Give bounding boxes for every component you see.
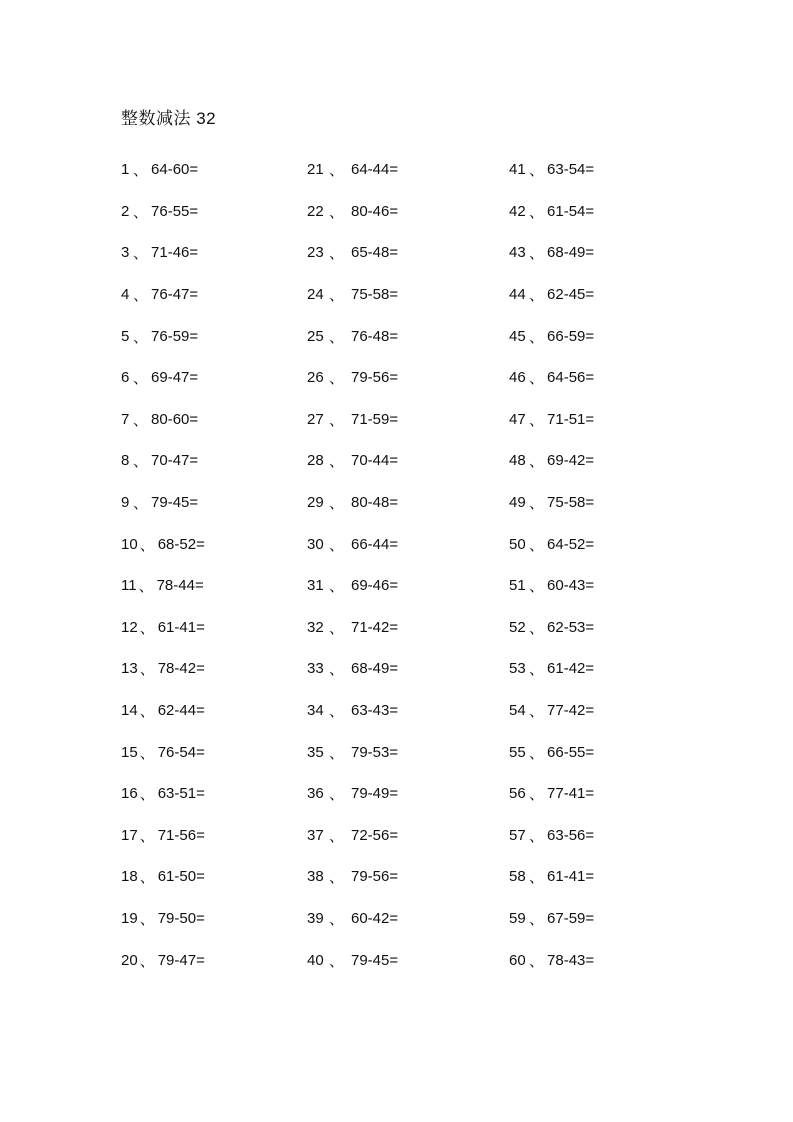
problem-expression: 64-44= <box>351 161 399 179</box>
problem-row <box>509 565 689 607</box>
problem-separator: 、 <box>139 910 155 928</box>
problem-number: 13 <box>121 660 138 678</box>
problem-row <box>121 232 301 274</box>
problem-row <box>307 440 487 482</box>
problem-expression: 69-46= <box>351 577 399 595</box>
problem-row <box>509 149 689 191</box>
problem-number: 10 <box>121 535 138 553</box>
problem-number: 41 <box>509 161 526 179</box>
problem-expression: 64-60= <box>151 161 199 179</box>
problem-expression: 61-54= <box>547 202 595 220</box>
problem-column-1 <box>121 149 301 981</box>
problem-separator: 、 <box>329 703 345 721</box>
problem-expression: 63-51= <box>157 785 205 803</box>
problem-separator: 、 <box>133 162 149 180</box>
problem-number: 16 <box>121 785 138 803</box>
problem-expression: 69-47= <box>151 369 199 387</box>
problem-expression: 67-59= <box>547 909 595 927</box>
problem-number: 31 <box>307 577 324 595</box>
problem-row <box>121 482 301 524</box>
problem-expression: 66-44= <box>351 535 399 553</box>
problem-expression: 61-42= <box>547 660 595 678</box>
problem-number: 44 <box>509 286 526 304</box>
problem-row <box>307 399 487 441</box>
problem-expression: 62-53= <box>547 618 595 636</box>
problem-expression: 63-54= <box>547 161 595 179</box>
problem-separator: 、 <box>133 245 149 263</box>
problem-separator: 、 <box>138 578 154 596</box>
problem-separator: 、 <box>529 370 545 388</box>
problem-number: 28 <box>307 452 324 470</box>
problem-row <box>307 357 487 399</box>
problem-expression: 76-59= <box>151 327 199 345</box>
problem-row <box>509 191 689 233</box>
problem-row <box>121 523 301 565</box>
problem-expression: 75-58= <box>351 286 399 304</box>
problem-expression: 63-43= <box>351 702 399 720</box>
problem-expression: 68-52= <box>157 535 205 553</box>
problem-separator: 、 <box>139 869 155 887</box>
problem-row <box>509 523 689 565</box>
problem-number: 7 <box>121 410 130 428</box>
problem-number: 20 <box>121 951 138 969</box>
problem-row <box>121 773 301 815</box>
problem-expression: 70-47= <box>151 452 199 470</box>
problem-row <box>509 440 689 482</box>
problem-number: 51 <box>509 577 526 595</box>
problem-expression: 78-44= <box>156 577 204 595</box>
problem-separator: 、 <box>529 245 545 263</box>
problem-number: 18 <box>121 868 138 886</box>
problem-row <box>121 315 301 357</box>
problem-number: 8 <box>121 452 130 470</box>
problem-row <box>307 232 487 274</box>
problem-row <box>121 607 301 649</box>
problem-separator: 、 <box>529 453 545 471</box>
problem-number: 57 <box>509 826 526 844</box>
problem-number: 26 <box>307 369 324 387</box>
problem-row <box>509 482 689 524</box>
problem-expression: 76-54= <box>157 743 205 761</box>
problem-number: 55 <box>509 743 526 761</box>
problem-separator: 、 <box>329 328 345 346</box>
problem-separator: 、 <box>529 619 545 637</box>
problem-separator: 、 <box>529 203 545 221</box>
problem-row <box>307 482 487 524</box>
problem-separator: 、 <box>529 162 545 180</box>
problem-expression: 78-43= <box>547 951 595 969</box>
problem-row <box>307 898 487 940</box>
problem-row <box>509 607 689 649</box>
problem-number: 5 <box>121 327 130 345</box>
problem-separator: 、 <box>529 536 545 554</box>
problem-separator: 、 <box>133 411 149 429</box>
problem-expression: 80-60= <box>151 410 199 428</box>
problem-number: 30 <box>307 535 324 553</box>
problem-separator: 、 <box>329 287 345 305</box>
problem-separator: 、 <box>529 411 545 429</box>
problem-row <box>307 648 487 690</box>
problem-row <box>509 232 689 274</box>
problem-expression: 79-45= <box>151 494 199 512</box>
problem-number: 47 <box>509 410 526 428</box>
problem-number: 34 <box>307 702 324 720</box>
problem-number: 17 <box>121 826 138 844</box>
problem-separator: 、 <box>529 786 545 804</box>
problem-row <box>307 815 487 857</box>
problem-number: 35 <box>307 743 324 761</box>
problem-number: 3 <box>121 244 130 262</box>
problem-expression: 79-50= <box>157 909 205 927</box>
problem-separator: 、 <box>329 411 345 429</box>
problem-number: 11 <box>121 577 137 595</box>
problem-number: 54 <box>509 702 526 720</box>
problem-expression: 75-58= <box>547 494 595 512</box>
problem-expression: 76-55= <box>151 202 199 220</box>
problem-number: 37 <box>307 826 324 844</box>
problem-expression: 79-47= <box>157 951 205 969</box>
problem-expression: 64-56= <box>547 369 595 387</box>
problem-expression: 80-46= <box>351 202 399 220</box>
problem-separator: 、 <box>529 287 545 305</box>
problem-separator: 、 <box>529 578 545 596</box>
problem-expression: 79-49= <box>351 785 399 803</box>
problem-number: 4 <box>121 286 130 304</box>
problem-separator: 、 <box>329 952 345 970</box>
problem-row <box>307 773 487 815</box>
problem-row <box>121 565 301 607</box>
problem-number: 46 <box>509 369 526 387</box>
problem-number: 60 <box>509 951 526 969</box>
problem-row <box>121 440 301 482</box>
problem-expression: 79-45= <box>351 951 399 969</box>
problem-separator: 、 <box>329 203 345 221</box>
problem-number: 45 <box>509 327 526 345</box>
problem-separator: 、 <box>329 162 345 180</box>
problem-number: 27 <box>307 410 324 428</box>
problem-expression: 68-49= <box>547 244 595 262</box>
problem-separator: 、 <box>329 786 345 804</box>
problem-number: 56 <box>509 785 526 803</box>
problem-row <box>121 149 301 191</box>
problem-row <box>509 399 689 441</box>
problem-number: 49 <box>509 494 526 512</box>
problem-separator: 、 <box>329 453 345 471</box>
problem-row <box>121 731 301 773</box>
problem-expression: 61-50= <box>157 868 205 886</box>
problem-separator: 、 <box>529 703 545 721</box>
problem-row <box>307 939 487 981</box>
problem-separator: 、 <box>133 495 149 513</box>
problem-row <box>121 856 301 898</box>
problem-number: 25 <box>307 327 324 345</box>
problem-column-3 <box>509 149 689 981</box>
problem-separator: 、 <box>329 827 345 845</box>
problem-row <box>121 648 301 690</box>
problem-separator: 、 <box>133 203 149 221</box>
problem-expression: 71-46= <box>151 244 199 262</box>
problem-row <box>121 399 301 441</box>
problem-expression: 71-56= <box>157 826 205 844</box>
problem-row <box>509 315 689 357</box>
problem-separator: 、 <box>329 495 345 513</box>
problem-separator: 、 <box>529 495 545 513</box>
problem-row <box>509 690 689 732</box>
problem-row <box>509 773 689 815</box>
problem-number: 9 <box>121 494 130 512</box>
problem-number: 1 <box>121 161 130 179</box>
problem-row <box>307 731 487 773</box>
problem-number: 32 <box>307 618 324 636</box>
problem-expression: 69-42= <box>547 452 595 470</box>
problem-row <box>509 939 689 981</box>
problem-expression: 70-44= <box>351 452 399 470</box>
problem-expression: 60-43= <box>547 577 595 595</box>
problem-separator: 、 <box>139 536 155 554</box>
problem-separator: 、 <box>329 910 345 928</box>
problem-expression: 64-52= <box>547 535 595 553</box>
problem-expression: 62-45= <box>547 286 595 304</box>
problem-expression: 79-56= <box>351 868 399 886</box>
problem-row <box>509 648 689 690</box>
problem-expression: 71-59= <box>351 410 399 428</box>
problem-separator: 、 <box>139 744 155 762</box>
problem-row <box>509 357 689 399</box>
problem-separator: 、 <box>133 287 149 305</box>
problem-row <box>307 191 487 233</box>
problem-expression: 71-42= <box>351 618 399 636</box>
problem-number: 43 <box>509 244 526 262</box>
problem-row <box>121 274 301 316</box>
problem-separator: 、 <box>139 786 155 804</box>
problem-separator: 、 <box>529 744 545 762</box>
problem-number: 24 <box>307 286 324 304</box>
problem-separator: 、 <box>133 370 149 388</box>
problem-separator: 、 <box>529 910 545 928</box>
problem-separator: 、 <box>329 661 345 679</box>
problem-separator: 、 <box>133 453 149 471</box>
problem-expression: 68-49= <box>351 660 399 678</box>
problem-number: 22 <box>307 202 324 220</box>
problem-number: 2 <box>121 202 130 220</box>
problem-row <box>509 815 689 857</box>
problem-expression: 65-48= <box>351 244 399 262</box>
problem-row <box>509 731 689 773</box>
problem-row <box>121 815 301 857</box>
problem-separator: 、 <box>329 744 345 762</box>
problem-row <box>509 856 689 898</box>
problem-expression: 62-44= <box>157 702 205 720</box>
problem-row <box>307 523 487 565</box>
problem-number: 42 <box>509 202 526 220</box>
problem-separator: 、 <box>329 370 345 388</box>
problem-separator: 、 <box>529 952 545 970</box>
problem-number: 38 <box>307 868 324 886</box>
problem-row <box>121 357 301 399</box>
problem-expression: 78-42= <box>157 660 205 678</box>
problem-number: 23 <box>307 244 324 262</box>
problem-separator: 、 <box>133 328 149 346</box>
problem-expression: 76-48= <box>351 327 399 345</box>
problem-number: 33 <box>307 660 324 678</box>
page-title: 整数减法 32 <box>121 109 217 128</box>
problem-number: 39 <box>307 909 324 927</box>
problem-row <box>121 939 301 981</box>
problem-number: 29 <box>307 494 324 512</box>
problem-row <box>307 315 487 357</box>
problem-number: 15 <box>121 743 138 761</box>
problem-expression: 61-41= <box>157 618 205 636</box>
problem-number: 50 <box>509 535 526 553</box>
problem-separator: 、 <box>529 661 545 679</box>
problem-row <box>121 898 301 940</box>
problem-expression: 66-55= <box>547 743 595 761</box>
problem-expression: 80-48= <box>351 494 399 512</box>
problem-separator: 、 <box>529 869 545 887</box>
problem-row <box>307 149 487 191</box>
problem-separator: 、 <box>329 578 345 596</box>
problem-number: 12 <box>121 618 138 636</box>
problem-number: 58 <box>509 868 526 886</box>
problem-number: 36 <box>307 785 324 803</box>
problem-row <box>121 191 301 233</box>
problem-expression: 79-56= <box>351 369 399 387</box>
problem-number: 21 <box>307 161 324 179</box>
problem-row <box>307 607 487 649</box>
problem-column-2 <box>307 149 487 981</box>
problem-separator: 、 <box>139 827 155 845</box>
problem-number: 14 <box>121 702 138 720</box>
problem-separator: 、 <box>529 328 545 346</box>
problem-row <box>307 274 487 316</box>
problem-separator: 、 <box>139 619 155 637</box>
problem-row <box>509 898 689 940</box>
problem-expression: 77-42= <box>547 702 595 720</box>
problem-row <box>307 565 487 607</box>
problem-number: 48 <box>509 452 526 470</box>
problem-expression: 77-41= <box>547 785 595 803</box>
problem-number: 52 <box>509 618 526 636</box>
problem-expression: 72-56= <box>351 826 399 844</box>
problem-separator: 、 <box>329 536 345 554</box>
problem-expression: 61-41= <box>547 868 595 886</box>
problem-number: 59 <box>509 909 526 927</box>
problem-expression: 63-56= <box>547 826 595 844</box>
problem-number: 19 <box>121 909 138 927</box>
problem-separator: 、 <box>329 619 345 637</box>
problem-separator: 、 <box>329 245 345 263</box>
problem-separator: 、 <box>139 661 155 679</box>
problem-separator: 、 <box>529 827 545 845</box>
problem-separator: 、 <box>139 952 155 970</box>
problem-expression: 71-51= <box>547 410 595 428</box>
problem-expression: 66-59= <box>547 327 595 345</box>
problem-row <box>307 856 487 898</box>
problem-number: 40 <box>307 951 324 969</box>
problem-separator: 、 <box>139 703 155 721</box>
problem-row <box>307 690 487 732</box>
problem-row <box>121 690 301 732</box>
problem-expression: 79-53= <box>351 743 399 761</box>
problem-number: 6 <box>121 369 130 387</box>
problem-expression: 76-47= <box>151 286 199 304</box>
problem-expression: 60-42= <box>351 909 399 927</box>
problem-row <box>509 274 689 316</box>
problem-separator: 、 <box>329 869 345 887</box>
problem-number: 53 <box>509 660 526 678</box>
